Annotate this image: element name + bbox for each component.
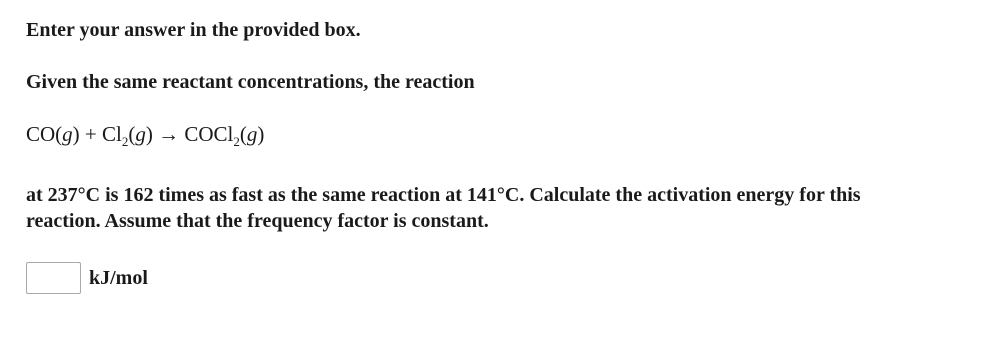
answer-row: [26, 260, 148, 296]
equation-subscript-cocl2: 2: [233, 134, 240, 149]
equation-paren-close-cocl2: ): [257, 122, 265, 146]
reaction-arrow-icon: →: [152, 122, 185, 146]
answer-input[interactable]: [26, 262, 81, 294]
instruction-text: Enter your answer in the provided box.: [26, 19, 361, 41]
equation-paren-close-cl2: ): [145, 122, 153, 146]
equation-paren-open-cocl2: (: [239, 122, 247, 146]
answer-unit-label: kJ/mol: [89, 267, 148, 289]
equation-state-co: g: [62, 122, 73, 146]
question-text-line1: at 237°C is 162 times as fast as the same reaction at 141°C. Calculate the activation energy for this: [26, 184, 861, 206]
equation-subscript-cl2: 2: [121, 134, 129, 149]
equation-paren-open-cl2: (: [128, 122, 136, 146]
reaction-equation: [26, 122, 265, 149]
prompt-intro-text: Given the same reactant concentrations, the reaction: [26, 71, 475, 93]
equation-state-cocl2: g: [246, 122, 258, 146]
question-text-line2: reaction. Assume that the frequency factor is constant.: [26, 210, 489, 232]
equation-state-cl2: g: [135, 122, 146, 146]
equation-reactant-co: CO(: [26, 122, 63, 146]
equation-reactant-cl2: ) + Cl: [72, 122, 122, 146]
equation-product-cocl2: COCl: [184, 122, 234, 146]
